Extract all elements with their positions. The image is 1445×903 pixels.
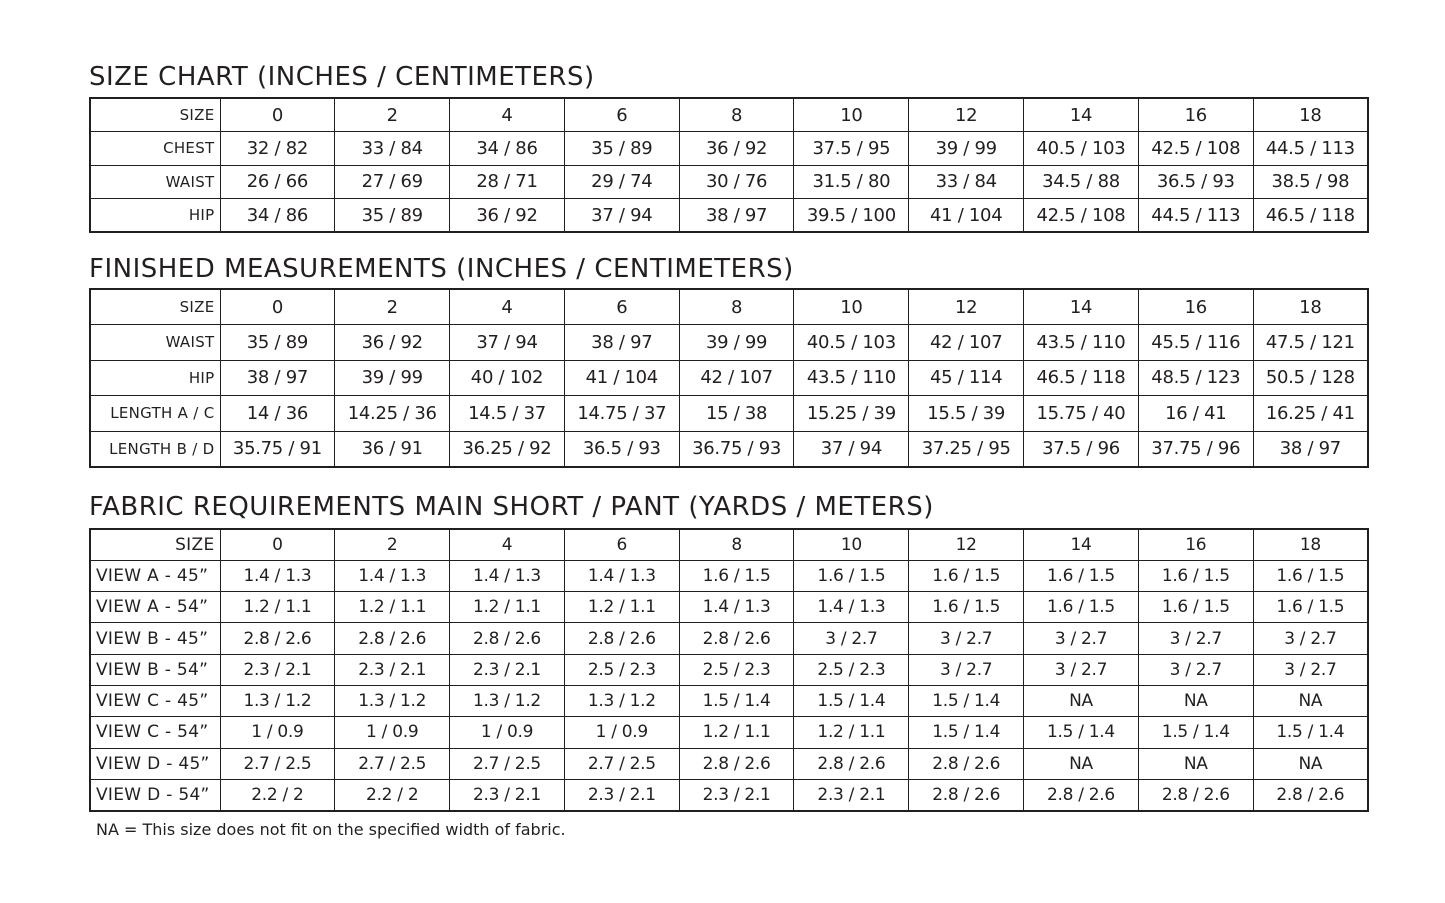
table-cell: 42.5 / 108: [1024, 199, 1139, 233]
table-cell: 1.6 / 1.5: [1024, 592, 1139, 623]
table-cell: 2.7 / 2.5: [335, 748, 450, 779]
table-cell: 45 / 114: [909, 360, 1024, 396]
header-row: [90, 529, 1368, 560]
table-cell: 36 / 92: [450, 199, 565, 233]
table-cell: 1.3 / 1.2: [220, 685, 335, 716]
table-cell: 28 / 71: [450, 165, 565, 199]
footnote: NA = This size does not fit on the specified width of fabric.: [96, 820, 566, 839]
table-cell: 2.3 / 2.1: [564, 779, 679, 810]
size-header-cell: 16: [1138, 529, 1253, 560]
table-cell: 40 / 102: [450, 360, 565, 396]
table-cell: 35 / 89: [335, 199, 450, 233]
table-cell: 39 / 99: [909, 132, 1024, 166]
size-header-cell: 12: [909, 98, 1024, 132]
table-cell: 2.5 / 2.3: [679, 654, 794, 685]
table-cell: 1 / 0.9: [335, 717, 450, 748]
size-header-cell: 0: [220, 98, 335, 132]
table-row: [90, 396, 1368, 432]
table-cell: 42 / 107: [909, 325, 1024, 361]
table-cell: 2.8 / 2.6: [679, 623, 794, 654]
table-cell: 1.6 / 1.5: [1138, 560, 1253, 591]
table-cell: 35.75 / 91: [220, 431, 335, 467]
table-cell: 2.7 / 2.5: [220, 748, 335, 779]
table-cell: 3 / 2.7: [1253, 654, 1368, 685]
size-header-cell: 6: [564, 289, 679, 325]
table-cell: 1.2 / 1.1: [220, 592, 335, 623]
table-cell: NA: [1024, 685, 1139, 716]
size-header-cell: 16: [1138, 289, 1253, 325]
size-header-cell: 10: [794, 289, 909, 325]
size-header-cell: 18: [1253, 98, 1368, 132]
row-label: CHEST: [90, 132, 220, 166]
table-cell: 2.8 / 2.6: [450, 623, 565, 654]
table-cell: 29 / 74: [564, 165, 679, 199]
table-cell: 45.5 / 116: [1138, 325, 1253, 361]
table-cell: 37 / 94: [450, 325, 565, 361]
finished-measurements-table: [89, 288, 1369, 468]
table-cell: 36 / 92: [679, 132, 794, 166]
table-cell: 15.25 / 39: [794, 396, 909, 432]
table-cell: 1.4 / 1.3: [450, 560, 565, 591]
table-cell: 3 / 2.7: [794, 623, 909, 654]
table-cell: 1.2 / 1.1: [679, 717, 794, 748]
table-cell: 2.3 / 2.1: [450, 779, 565, 810]
table-cell: 37.5 / 96: [1024, 431, 1139, 467]
table-row: [90, 325, 1368, 361]
table-cell: 3 / 2.7: [1024, 623, 1139, 654]
size-header-cell: 10: [794, 529, 909, 560]
size-header-cell: 0: [220, 529, 335, 560]
table-cell: 1.5 / 1.4: [679, 685, 794, 716]
table-cell: 34 / 86: [220, 199, 335, 233]
table-cell: 2.7 / 2.5: [450, 748, 565, 779]
table-cell: 47.5 / 121: [1253, 325, 1368, 361]
table-cell: 1.2 / 1.1: [794, 717, 909, 748]
table-cell: 33 / 84: [335, 132, 450, 166]
row-label: HIP: [90, 360, 220, 396]
table-cell: NA: [1138, 748, 1253, 779]
row-label: VIEW C - 45”: [90, 685, 220, 716]
table-cell: 37.25 / 95: [909, 431, 1024, 467]
table-cell: 15.75 / 40: [1024, 396, 1139, 432]
table-cell: 41 / 104: [909, 199, 1024, 233]
table-cell: 42 / 107: [679, 360, 794, 396]
table-row: [90, 592, 1368, 623]
size-header-cell: 10: [794, 98, 909, 132]
table-cell: 15 / 38: [679, 396, 794, 432]
size-header-cell: 2: [335, 98, 450, 132]
table-cell: 1.2 / 1.1: [335, 592, 450, 623]
table-cell: 1.6 / 1.5: [794, 560, 909, 591]
table-row: [90, 779, 1368, 810]
table-cell: 38 / 97: [564, 325, 679, 361]
fabric-requirements-table: [89, 528, 1369, 812]
table-cell: 38 / 97: [220, 360, 335, 396]
table-cell: 30 / 76: [679, 165, 794, 199]
table-cell: 48.5 / 123: [1138, 360, 1253, 396]
table-cell: 36.5 / 93: [1138, 165, 1253, 199]
table-cell: 50.5 / 128: [1253, 360, 1368, 396]
table-cell: 38 / 97: [1253, 431, 1368, 467]
table-cell: 1.6 / 1.5: [679, 560, 794, 591]
row-label: VIEW C - 54”: [90, 717, 220, 748]
table-cell: 1 / 0.9: [450, 717, 565, 748]
table-cell: 39.5 / 100: [794, 199, 909, 233]
table-cell: 16 / 41: [1138, 396, 1253, 432]
table-row: [90, 165, 1368, 199]
table-cell: 2.3 / 2.1: [794, 779, 909, 810]
size-header-cell: 6: [564, 529, 679, 560]
row-label: LENGTH A / C: [90, 396, 220, 432]
size-header-cell: 14: [1024, 529, 1139, 560]
table-cell: 2.8 / 2.6: [220, 623, 335, 654]
table-cell: 33 / 84: [909, 165, 1024, 199]
table-row: [90, 360, 1368, 396]
size-header-cell: 2: [335, 529, 450, 560]
table-cell: 37.75 / 96: [1138, 431, 1253, 467]
table-cell: 38.5 / 98: [1253, 165, 1368, 199]
row-label: VIEW B - 45”: [90, 623, 220, 654]
table-cell: 1.6 / 1.5: [909, 560, 1024, 591]
table-cell: 1.2 / 1.1: [564, 592, 679, 623]
table-cell: 2.3 / 2.1: [220, 654, 335, 685]
table-cell: 39 / 99: [679, 325, 794, 361]
table-cell: 16.25 / 41: [1253, 396, 1368, 432]
row-label: VIEW A - 54”: [90, 592, 220, 623]
table-cell: 44.5 / 113: [1253, 132, 1368, 166]
table-cell: 2.8 / 2.6: [1024, 779, 1139, 810]
table-cell: 3 / 2.7: [909, 623, 1024, 654]
table-cell: 2.3 / 2.1: [450, 654, 565, 685]
table-cell: 36 / 92: [335, 325, 450, 361]
table-cell: 3 / 2.7: [909, 654, 1024, 685]
table-row: [90, 623, 1368, 654]
size-header-label: SIZE: [90, 98, 220, 132]
table-cell: 2.8 / 2.6: [909, 779, 1024, 810]
table-cell: 2.2 / 2: [335, 779, 450, 810]
table-cell: NA: [1253, 685, 1368, 716]
size-header-cell: 18: [1253, 529, 1368, 560]
size-header-cell: 12: [909, 289, 1024, 325]
table-row: [90, 431, 1368, 467]
size-header-cell: 12: [909, 529, 1024, 560]
size-header-cell: 6: [564, 98, 679, 132]
size-header-label: SIZE: [90, 529, 220, 560]
table-cell: 3 / 2.7: [1024, 654, 1139, 685]
table-cell: 1.6 / 1.5: [1024, 560, 1139, 591]
size-header-cell: 16: [1138, 98, 1253, 132]
table-cell: 37 / 94: [564, 199, 679, 233]
row-label: VIEW D - 45”: [90, 748, 220, 779]
table-cell: 14.25 / 36: [335, 396, 450, 432]
table-cell: 31.5 / 80: [794, 165, 909, 199]
table-cell: 3 / 2.7: [1138, 623, 1253, 654]
table-cell: 2.8 / 2.6: [679, 748, 794, 779]
table-row: [90, 132, 1368, 166]
size-header-label: SIZE: [90, 289, 220, 325]
table-cell: 46.5 / 118: [1024, 360, 1139, 396]
table-cell: 2.5 / 2.3: [564, 654, 679, 685]
row-label: LENGTH B / D: [90, 431, 220, 467]
table-cell: 1.6 / 1.5: [1253, 560, 1368, 591]
row-label: VIEW A - 45”: [90, 560, 220, 591]
table-row: [90, 199, 1368, 233]
table-cell: 2.8 / 2.6: [1138, 779, 1253, 810]
table-cell: 27 / 69: [335, 165, 450, 199]
table-cell: 36 / 91: [335, 431, 450, 467]
size-header-cell: 2: [335, 289, 450, 325]
table-cell: 1.5 / 1.4: [794, 685, 909, 716]
table-cell: 43.5 / 110: [794, 360, 909, 396]
size-header-cell: 8: [679, 98, 794, 132]
table-cell: 40.5 / 103: [794, 325, 909, 361]
size-header-cell: 0: [220, 289, 335, 325]
table-row: [90, 685, 1368, 716]
header-row: [90, 289, 1368, 325]
table-cell: 36.25 / 92: [450, 431, 565, 467]
table-cell: 2.5 / 2.3: [794, 654, 909, 685]
table-cell: 2.8 / 2.6: [335, 623, 450, 654]
table-cell: 2.3 / 2.1: [335, 654, 450, 685]
table-cell: 1.4 / 1.3: [564, 560, 679, 591]
table-cell: 1.6 / 1.5: [1138, 592, 1253, 623]
size-header-cell: 4: [450, 289, 565, 325]
size-header-cell: 8: [679, 289, 794, 325]
row-label: VIEW D - 54”: [90, 779, 220, 810]
table-cell: 1.4 / 1.3: [220, 560, 335, 591]
size-header-cell: 4: [450, 98, 565, 132]
table-cell: 1.4 / 1.3: [679, 592, 794, 623]
table-cell: 2.8 / 2.6: [909, 748, 1024, 779]
table-cell: 1.5 / 1.4: [1138, 717, 1253, 748]
table-cell: 14.5 / 37: [450, 396, 565, 432]
size-header-cell: 14: [1024, 289, 1139, 325]
table-cell: 35 / 89: [220, 325, 335, 361]
table-cell: 34 / 86: [450, 132, 565, 166]
table-cell: 2.7 / 2.5: [564, 748, 679, 779]
table-cell: 2.8 / 2.6: [794, 748, 909, 779]
table-cell: 1.2 / 1.1: [450, 592, 565, 623]
table-cell: 42.5 / 108: [1138, 132, 1253, 166]
size-header-cell: 14: [1024, 98, 1139, 132]
table-cell: 1.5 / 1.4: [909, 685, 1024, 716]
table-cell: 2.8 / 2.6: [564, 623, 679, 654]
row-label: WAIST: [90, 165, 220, 199]
table-cell: 37 / 94: [794, 431, 909, 467]
table-cell: 1.6 / 1.5: [909, 592, 1024, 623]
table-cell: NA: [1253, 748, 1368, 779]
table-row: [90, 717, 1368, 748]
row-label: WAIST: [90, 325, 220, 361]
size-header-cell: 8: [679, 529, 794, 560]
table-cell: NA: [1024, 748, 1139, 779]
finished-measurements-title: FINISHED MEASUREMENTS (INCHES / CENTIMETERS): [89, 254, 794, 284]
table-cell: 1.3 / 1.2: [335, 685, 450, 716]
table-cell: 44.5 / 113: [1138, 199, 1253, 233]
table-row: [90, 654, 1368, 685]
table-cell: 36.75 / 93: [679, 431, 794, 467]
table-cell: 37.5 / 95: [794, 132, 909, 166]
fabric-requirements-title: FABRIC REQUIREMENTS MAIN SHORT / PANT (YARDS / METERS): [89, 492, 934, 522]
table-cell: 40.5 / 103: [1024, 132, 1139, 166]
size-chart-table: [89, 97, 1369, 233]
table-cell: 1 / 0.9: [564, 717, 679, 748]
size-header-cell: 4: [450, 529, 565, 560]
table-cell: 36.5 / 93: [564, 431, 679, 467]
table-cell: 1.3 / 1.2: [450, 685, 565, 716]
table-cell: 1.5 / 1.4: [1024, 717, 1139, 748]
table-cell: 1.6 / 1.5: [1253, 592, 1368, 623]
row-label: HIP: [90, 199, 220, 233]
table-cell: NA: [1138, 685, 1253, 716]
table-cell: 46.5 / 118: [1253, 199, 1368, 233]
header-row: [90, 98, 1368, 132]
size-chart-title: SIZE CHART (INCHES / CENTIMETERS): [89, 62, 595, 92]
table-cell: 1.4 / 1.3: [335, 560, 450, 591]
table-cell: 2.2 / 2: [220, 779, 335, 810]
table-cell: 39 / 99: [335, 360, 450, 396]
table-cell: 3 / 2.7: [1138, 654, 1253, 685]
table-cell: 1 / 0.9: [220, 717, 335, 748]
table-cell: 43.5 / 110: [1024, 325, 1139, 361]
table-cell: 1.4 / 1.3: [794, 592, 909, 623]
table-cell: 2.8 / 2.6: [1253, 779, 1368, 810]
table-cell: 35 / 89: [564, 132, 679, 166]
table-cell: 1.5 / 1.4: [909, 717, 1024, 748]
row-label: VIEW B - 54”: [90, 654, 220, 685]
size-header-cell: 18: [1253, 289, 1368, 325]
table-cell: 32 / 82: [220, 132, 335, 166]
table-cell: 26 / 66: [220, 165, 335, 199]
table-cell: 38 / 97: [679, 199, 794, 233]
table-row: [90, 560, 1368, 591]
table-cell: 1.5 / 1.4: [1253, 717, 1368, 748]
table-cell: 1.3 / 1.2: [564, 685, 679, 716]
table-cell: 41 / 104: [564, 360, 679, 396]
table-cell: 34.5 / 88: [1024, 165, 1139, 199]
table-cell: 2.3 / 2.1: [679, 779, 794, 810]
table-cell: 3 / 2.7: [1253, 623, 1368, 654]
table-row: [90, 748, 1368, 779]
table-cell: 14.75 / 37: [564, 396, 679, 432]
table-cell: 15.5 / 39: [909, 396, 1024, 432]
table-cell: 14 / 36: [220, 396, 335, 432]
